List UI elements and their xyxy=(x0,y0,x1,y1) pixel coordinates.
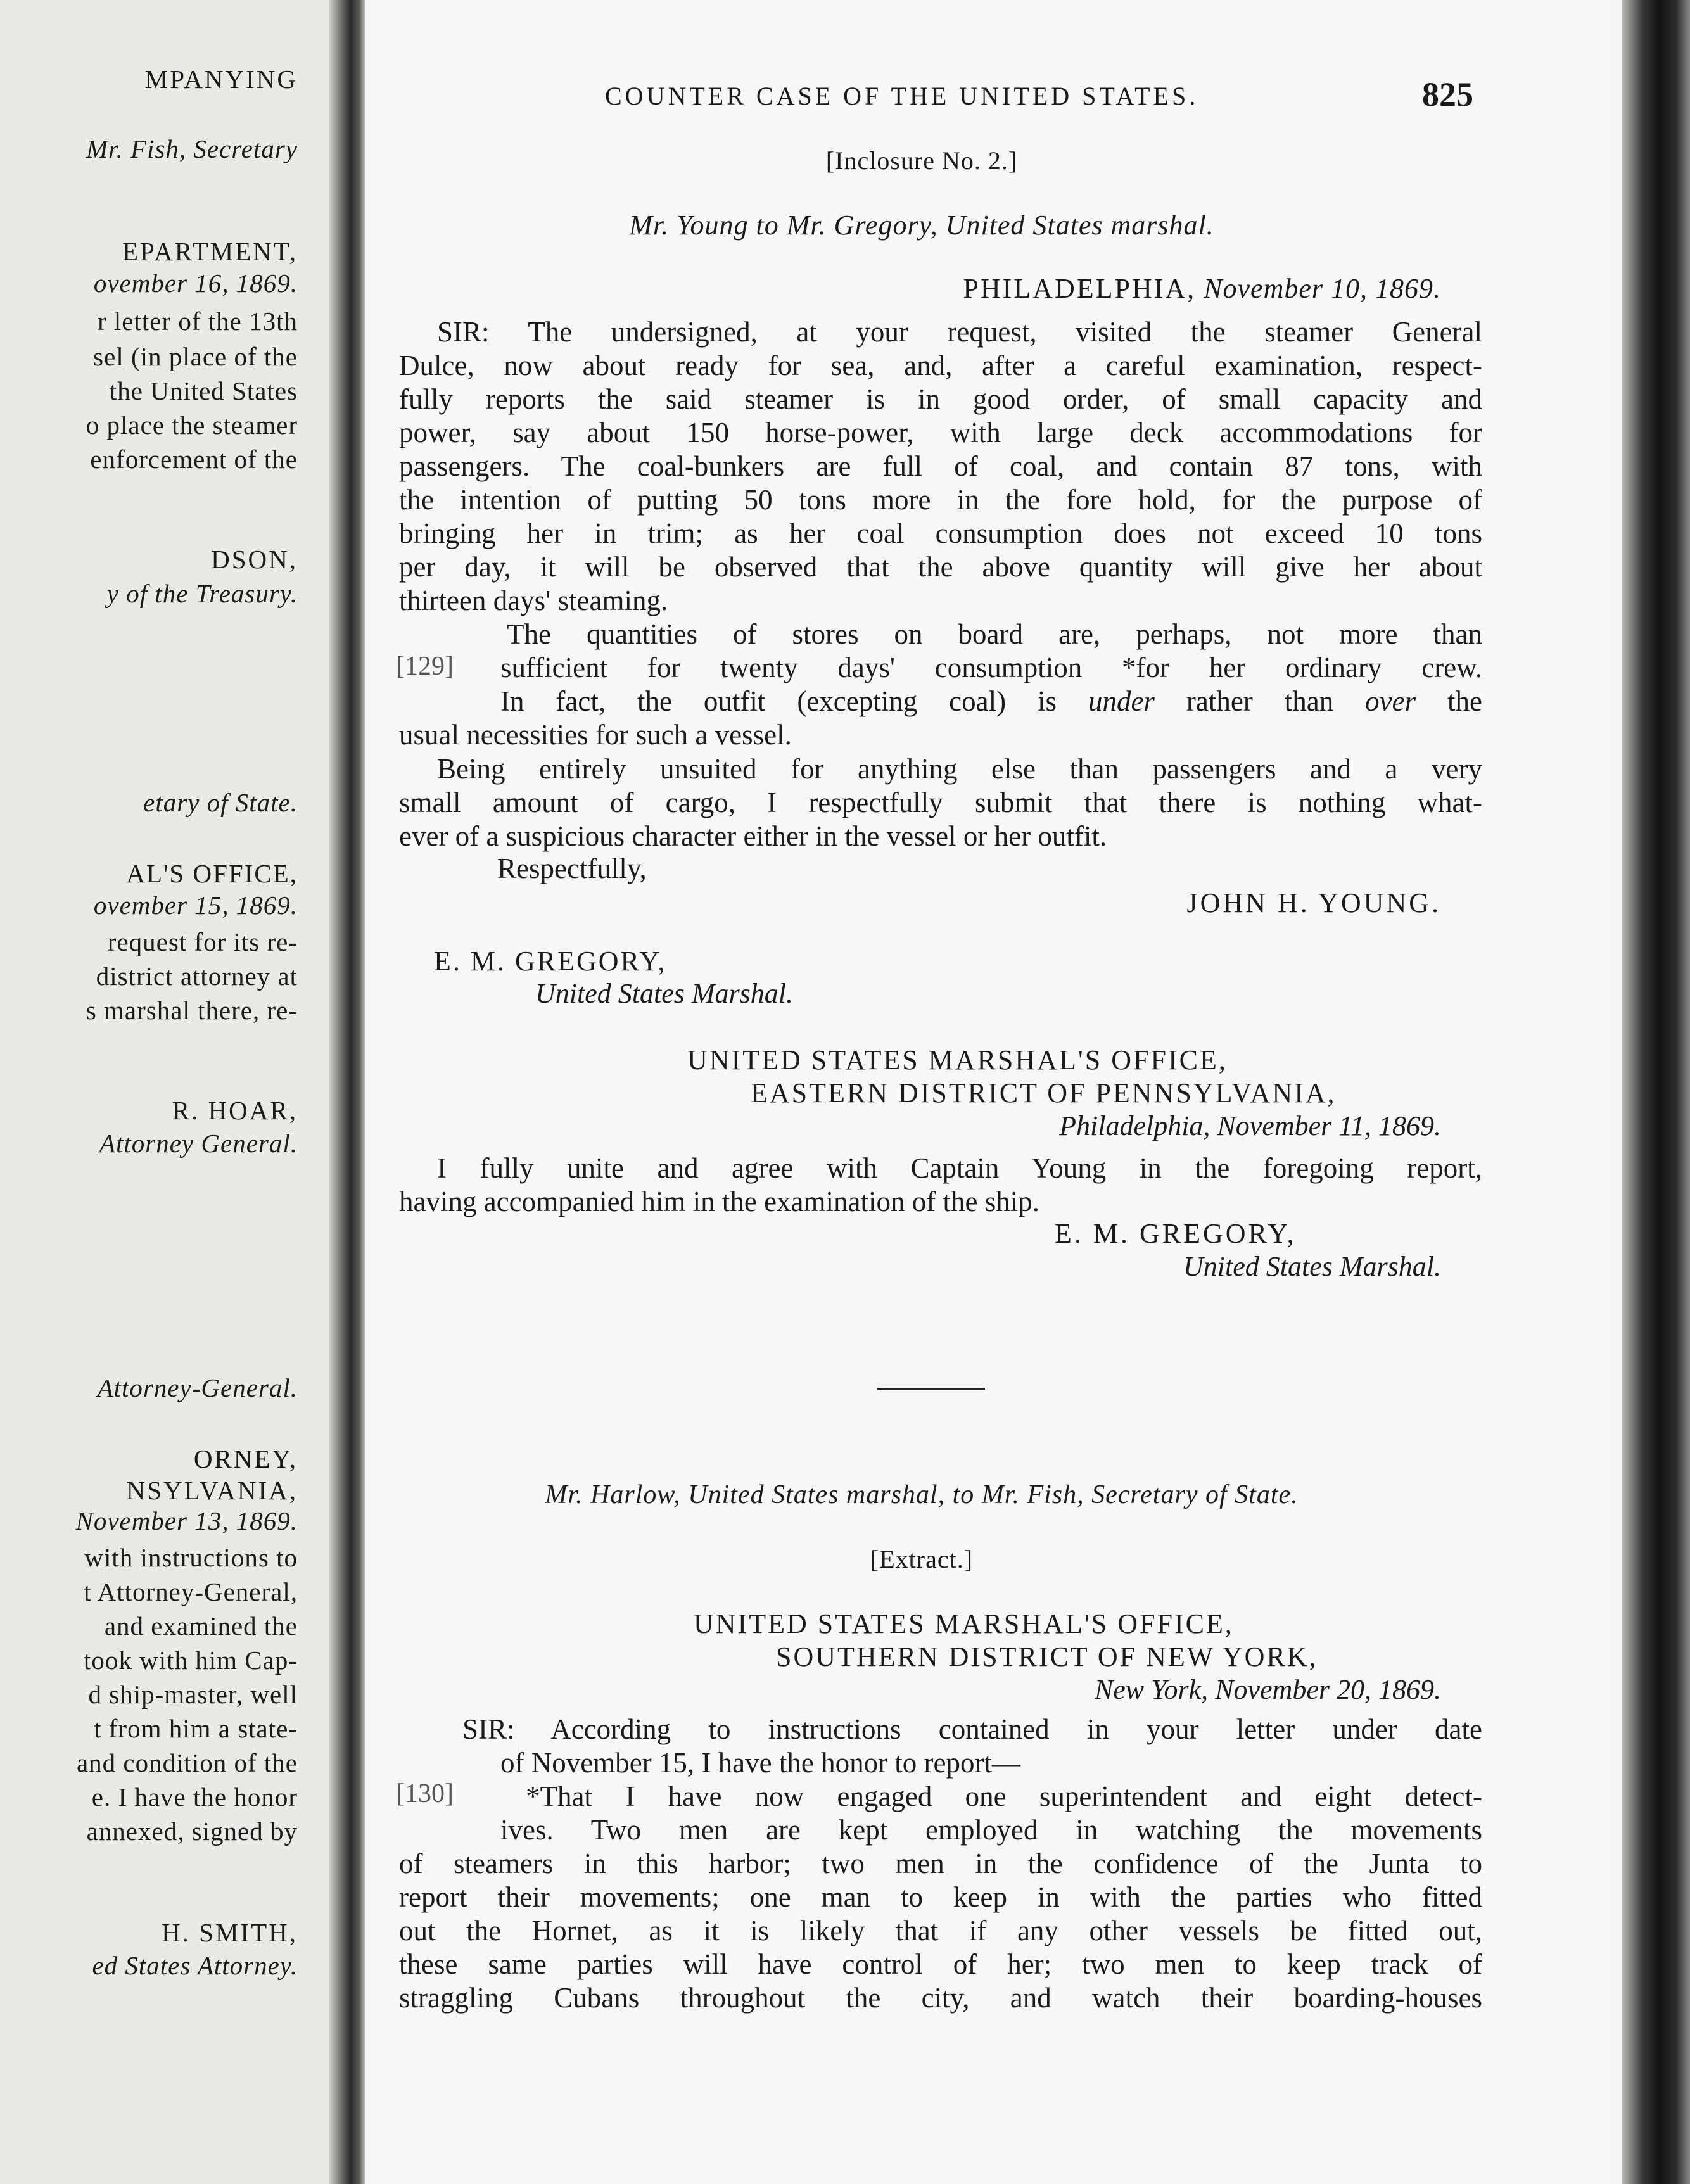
document-page xyxy=(371,0,1612,2184)
text-line: report their movements; one man to keep in with the parties who fitted xyxy=(399,1881,1482,1913)
left-page-line: with instructions to xyxy=(84,1543,298,1572)
emphasis-over: over xyxy=(1365,685,1416,717)
left-page-line: ed States Attorney. xyxy=(92,1951,298,1980)
text-line: SIR: The undersigned, at your request, visited the steamer General xyxy=(437,316,1482,348)
left-page-line: d ship-master, well xyxy=(88,1680,298,1709)
left-page-line: annexed, signed by xyxy=(86,1817,298,1846)
left-page-line: NSYLVANIA, xyxy=(126,1476,298,1505)
signature: E. M. GREGORY, xyxy=(1055,1218,1297,1249)
letter-paragraph xyxy=(399,1780,1482,2015)
text-line: per day, it will be observed that the above quantity will give her about xyxy=(399,551,1482,583)
emphasis-under: under xyxy=(1088,685,1155,717)
letter-paragraph xyxy=(399,315,1482,618)
office-line: UNITED STATES MARSHAL'S OFFICE, xyxy=(687,1044,1228,1076)
left-page-line: t from him a state- xyxy=(94,1714,298,1743)
letter-paragraph xyxy=(399,1713,1482,1780)
text-line: The quantities of stores on board are, perhaps, not more than xyxy=(507,618,1482,650)
left-page-line: took with him Cap- xyxy=(83,1646,298,1675)
signature: JOHN H. YOUNG. xyxy=(1186,887,1441,918)
text-line: SIR: According to instructions contained in your letter under date xyxy=(462,1713,1482,1745)
left-page-line: AL'S OFFICE, xyxy=(126,859,298,888)
left-page-line: November 13, 1869. xyxy=(75,1506,298,1535)
left-page-line: ovember 16, 1869. xyxy=(93,269,298,298)
text-line: passengers. The coal-bunkers are full of coal, and contain 87 tons, with xyxy=(399,450,1482,482)
dateline-place: PHILADELPHIA, xyxy=(963,273,1197,304)
text-line: I fully unite and agree with Captain Young in the foregoing report, xyxy=(437,1152,1482,1184)
left-page-line: and examined the xyxy=(104,1611,298,1641)
margin-reference: [130] xyxy=(396,1779,454,1808)
left-page-line: ORNEY, xyxy=(193,1444,298,1473)
letter-heading: Mr. Harlow, United States marshal, to Mr. Fish, Secretary of State. xyxy=(545,1480,1299,1509)
running-head: COUNTER CASE OF THE UNITED STATES. xyxy=(605,82,1199,110)
signature-title: United States Marshal. xyxy=(1183,1251,1441,1282)
text-fragment: the xyxy=(1447,685,1482,717)
page-edge xyxy=(1622,0,1690,2184)
letter-date: New York, November 20, 1869. xyxy=(1094,1674,1441,1705)
left-facing-page xyxy=(0,0,345,2184)
text-fragment: In fact, the outfit (excepting coal) is xyxy=(500,685,1057,717)
office-line: SOUTHERN DISTRICT OF NEW YORK, xyxy=(776,1641,1318,1672)
section-divider xyxy=(877,1388,985,1390)
left-page-line: DSON, xyxy=(211,545,298,574)
text-line xyxy=(399,685,1482,718)
letter-paragraph xyxy=(399,752,1482,853)
left-page-line: sel (in place of the xyxy=(93,342,298,371)
dateline xyxy=(371,272,1441,305)
letter-heading: Mr. Young to Mr. Gregory, United States marshal. xyxy=(629,210,1214,241)
text-line: power, say about 150 horse-power, with large deck accommodations for xyxy=(399,417,1482,448)
left-page-line: o place the steamer xyxy=(86,410,298,440)
text-line: *That I have now engaged one superintendent and eight detect- xyxy=(526,1781,1482,1812)
text-line: straggling Cubans throughout the city, and watch their boarding-houses xyxy=(399,1982,1482,2014)
book-gutter xyxy=(329,0,365,2184)
letter-paragraph xyxy=(399,618,1482,752)
addressee-name: E. M. GREGORY, xyxy=(434,946,667,977)
inclosure-caption: [Inclosure No. 2.] xyxy=(825,146,1018,175)
endorsement-paragraph xyxy=(399,1152,1482,1219)
addressee-title: United States Marshal. xyxy=(535,978,793,1009)
dateline-date: November 10, 1869. xyxy=(1204,273,1441,304)
text-line: ever of a suspicious character either in the vessel or her outfit. xyxy=(399,820,1107,852)
left-page-line: H. SMITH, xyxy=(162,1918,298,1947)
left-page-line: EPARTMENT, xyxy=(122,237,298,266)
text-line: ives. Two men are kept employed in watching the movements xyxy=(500,1814,1482,1846)
closing: Respectfully, xyxy=(497,853,647,884)
page-number: 825 xyxy=(1422,75,1473,113)
left-page-line: r letter of the 13th xyxy=(97,307,298,336)
left-page-line: etary of State. xyxy=(143,788,298,817)
left-page-line: ovember 15, 1869. xyxy=(93,891,298,920)
left-page-line: enforcement of the xyxy=(90,445,298,474)
text-line: usual necessities for such a vessel. xyxy=(399,719,792,751)
text-line: small amount of cargo, I respectfully submit that there is nothing what- xyxy=(399,787,1482,818)
text-line: of November 15, I have the honor to report— xyxy=(500,1747,1021,1779)
left-page-line: request for its re- xyxy=(107,927,298,956)
text-line: fully reports the said steamer is in good order, of small capacity and xyxy=(399,383,1482,415)
left-page-line: district attorney at xyxy=(96,962,298,991)
left-page-line: MPANYING xyxy=(144,65,298,94)
text-line: thirteen days' steaming. xyxy=(399,585,668,616)
text-line: having accompanied him in the examination of the ship. xyxy=(399,1186,1039,1217)
left-page-line: R. HOAR, xyxy=(172,1096,298,1125)
left-page-line: the United States xyxy=(109,376,298,405)
left-page-line: Attorney-General. xyxy=(97,1373,298,1402)
text-line: these same parties will have control of her; two men to keep track of xyxy=(399,1948,1482,1980)
left-page-line: y of the Treasury. xyxy=(106,579,298,608)
office-line: EASTERN DISTRICT OF PENNSYLVANIA, xyxy=(751,1077,1337,1108)
text-line: Dulce, now about ready for sea, and, after a careful examination, respect- xyxy=(399,350,1482,381)
extract-caption: [Extract.] xyxy=(870,1545,974,1573)
left-page-line: Mr. Fish, Secretary xyxy=(86,134,298,163)
text-line: Being entirely unsuited for anything else than passengers and a very xyxy=(437,753,1482,785)
text-line: sufficient for twenty days' consumption *for her ordinary crew. xyxy=(500,652,1482,683)
endorsement-date: Philadelphia, November 11, 1869. xyxy=(1059,1110,1441,1141)
left-page-line: e. I have the honor xyxy=(91,1782,298,1812)
margin-reference: [129] xyxy=(396,652,454,681)
text-fragment: rather than xyxy=(1186,685,1334,717)
text-line: bringing her in trim; as her coal consumption does not exceed 10 tons xyxy=(399,517,1482,549)
text-line: the intention of putting 50 tons more in the fore hold, for the purpose of xyxy=(399,484,1482,516)
left-page-line: t Attorney-General, xyxy=(84,1577,298,1606)
office-line: UNITED STATES MARSHAL'S OFFICE, xyxy=(694,1608,1234,1639)
left-page-line: s marshal there, re- xyxy=(86,996,298,1025)
left-page-line: and condition of the xyxy=(76,1748,298,1777)
left-page-line: Attorney General. xyxy=(99,1129,298,1158)
text-line: of steamers in this harbor; two men in the confidence of the Junta to xyxy=(399,1848,1482,1879)
text-line: out the Hornet, as it is likely that if any other vessels be fitted out, xyxy=(399,1915,1482,1946)
